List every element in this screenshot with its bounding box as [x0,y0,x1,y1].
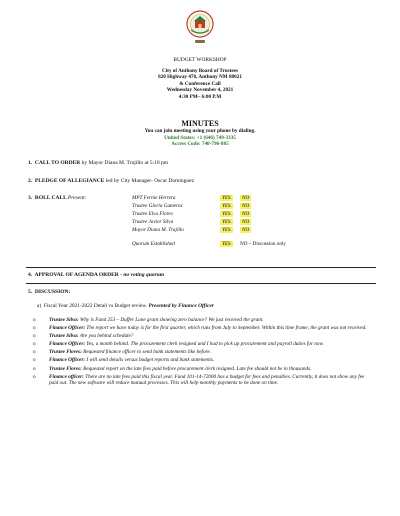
statement: Requested report on the late fees paid before procurement clerk resigned. Late fee should not be in thousands. [83,365,312,372]
section-number: 3. [28,195,33,201]
conference-call: & Conference Call [179,80,221,87]
org-name: City of Anthony Board of Trustees [161,68,239,74]
statement: Are you behind schedule? [79,333,134,340]
section-number: 2. [28,178,33,184]
section-title: ROLL CALL [34,195,67,201]
meeting-type: BUDGET WORKSHOP [173,57,227,63]
speaker: Finance Officer: [49,341,86,348]
statement: There are no late fees paid this fiscal year. Fund 101-14-72000 has a budget for fees and penalties. Currently, it does not show any fee paid out. The new software will reduce manual processes. This will help monthly payments to be done on time. [49,373,365,387]
section-number: 1. [28,160,33,166]
city-seal-icon [185,8,215,46]
meeting-time: 4:30 PM– 6:00 P.M [178,93,222,100]
header-block [0,68,400,100]
page-title: MINUTES [181,119,219,128]
member-name: MPT Fernie Herrera [132,195,176,201]
list-item [33,349,373,356]
section-title: PLEDGE OF ALLEGIANCE [34,178,105,184]
section-title: APPROVAL OF AGENDA ORDER - [34,272,122,278]
list-item [33,341,373,348]
presented-by: Presented by Finance Officer [148,303,214,309]
member-name: Trustee Elva Flores [132,211,173,217]
statement: Why is Fund 253 – Duffer Lane grant showing zero balance? We just received the grant. [79,317,264,323]
vote-no: NO [242,203,250,209]
phone-number: United States: +1 (646) 749-3335 [164,135,236,141]
bullet: o [33,341,36,348]
org-address: 820 Highway 478, Anthony NM 88021 [158,74,242,81]
discussion-item-a [37,303,214,309]
section-title: CALL TO ORDER [34,160,81,166]
member-name: Mayor Diana M. Trujillo [132,227,184,233]
bullet: o [33,349,36,356]
vote-yes: YES [222,219,231,225]
section-title: DISCUSSION: [34,289,71,295]
join-instructions: You can join meeting using your phone by dialing. [144,128,256,134]
list-item [33,366,373,373]
list-item [33,357,373,364]
speaker: Trustee Silva: [49,333,79,340]
bullet: o [33,357,36,364]
item-text: Fiscal Year 2021-2022 Detail vs Budget review. [43,303,148,309]
vote-no: NO [242,195,250,201]
list-item [33,317,373,324]
member-name: Trustee Javier Silva [132,219,174,225]
vote-yes: YES [222,203,231,209]
section-text: led by City Manager- Oscar Dominguez [105,178,195,184]
speaker: Finance officer: [49,373,84,380]
vote-no: NO [242,219,250,225]
item-letter: a) [37,303,42,309]
statement: The report we have today is for the first quarter, which runs from July to September. Within this time frame, the grant was not received. [86,325,367,332]
section-number: 5. [28,289,33,295]
bullet: o [33,333,36,340]
vote-no: NO [242,227,250,233]
speaker: Finance Officer: [49,325,86,332]
list-item [33,374,373,387]
bullet: o [33,365,36,372]
quorum-note: NO – Discussion only [240,241,286,247]
vote-yes: YES [222,211,231,217]
list-item [33,325,373,332]
list-item [33,333,373,340]
section-text: by Mayor Diana M. Trujillo at 5:10 pm [81,160,169,166]
meeting-date: Wednesday November 4, 2021 [166,87,234,94]
speaker: Finance Officer: [49,357,86,364]
section-note: no voting quorum [123,272,165,278]
divider [26,267,376,268]
section-number: 4. [28,272,33,278]
dial-in-block [0,135,400,148]
section-call-to-order [28,160,168,166]
bullet: o [33,373,36,380]
speaker: Trustee Flores: [49,365,82,372]
vote-no: NO [242,211,250,217]
divider [26,283,376,284]
bullet: o [33,317,36,323]
member-name: Trustee Gloria Gameros [132,203,183,209]
vote-yes: YES [222,195,231,201]
present-label: Present: [67,195,87,201]
access-code: Access Code: 740-796-885 [171,141,229,148]
section-pledge [28,178,194,184]
section-roll-call [28,195,86,201]
discussion-notes [33,317,373,388]
speaker: Trustee Silva: [49,317,79,323]
statement: I will send details versus budget reports and bank statements. [86,357,215,364]
section-approval [28,272,164,278]
bullet: o [33,325,36,332]
speaker: Trustee Flores: [49,349,82,356]
quorum-yes: YES [222,241,231,247]
vote-yes: YES [222,227,231,233]
quorum-label: Quorum Established [132,241,175,247]
section-discussion [28,289,70,295]
statement: Requested finance officer to send bank statements like before. [83,349,211,356]
statement: Yes, a month behind. The procurement clerk resigned and I had to pick up procurement and payroll duties for now. [86,341,324,348]
